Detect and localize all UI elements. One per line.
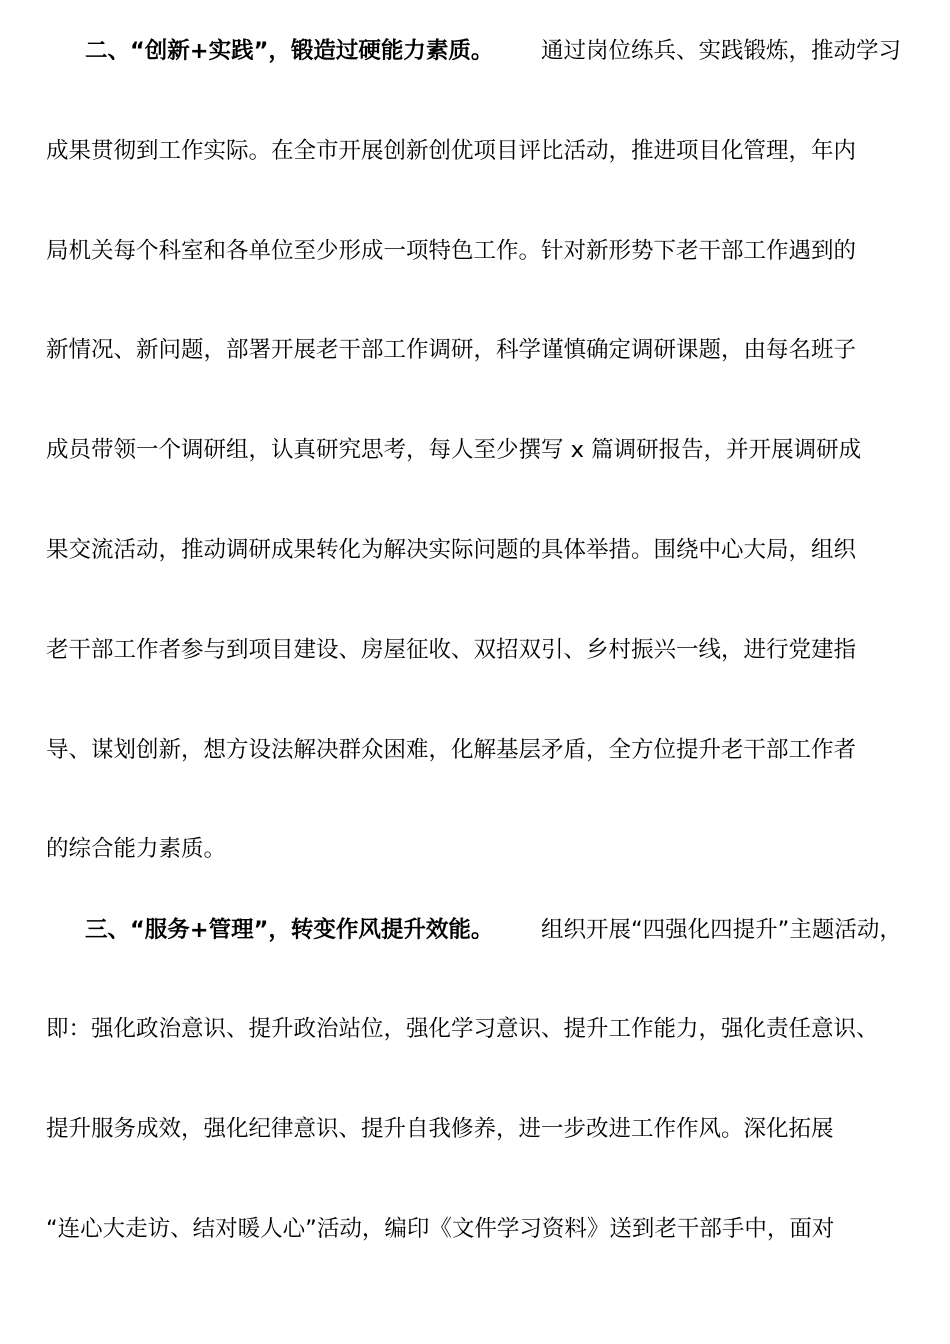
para-3-line-1 xyxy=(0,910,950,950)
para-2-line-5 xyxy=(0,430,950,470)
body-text: 即：强化政治意识、提升政治站位，强化学习意识、提升工作能力，强化责任意识、 xyxy=(46,1016,879,1042)
body-text: “连心大走访、结对暖人心”活动，编印《文件学习资料》送到老干部手中，面对 xyxy=(46,1216,835,1242)
para-2-line-9 xyxy=(0,829,950,869)
section-2-heading: 二、“创新+实践”，锻造过硬能力素质。 xyxy=(85,38,494,64)
para-2-line-6 xyxy=(0,530,950,570)
section-3-heading: 三、“服务+管理”，转变作风提升效能。 xyxy=(85,917,494,943)
body-text: 成员带领一个调研组，认真研究思考，每人至少撰写 x 篇调研报告，并开展调研成 xyxy=(46,437,862,463)
para-3-line-2 xyxy=(0,1009,950,1049)
para-2-line-4 xyxy=(0,330,950,370)
para-2-text: 通过岗位练兵、实践锻炼，推动学习 xyxy=(541,38,902,64)
body-text: 老干部工作者参与到项目建设、房屋征收、双招双引、乡村振兴一线，进行党建指 xyxy=(46,637,857,663)
body-text: 的综合能力素质。 xyxy=(46,836,227,862)
body-text: 成果贯彻到工作实际。在全市开展创新创优项目评比活动，推进项目化管理，年内 xyxy=(46,138,857,164)
body-text: 局机关每个科室和各单位至少形成一项特色工作。针对新形势下老干部工作遇到的 xyxy=(46,238,857,264)
para-2-line-1 xyxy=(0,31,950,71)
body-text: 果交流活动，推动调研成果转化为解决实际问题的具体举措。围绕中心大局，组织 xyxy=(46,537,857,563)
para-3-line-4 xyxy=(0,1209,950,1249)
para-2-line-3 xyxy=(0,231,950,271)
para-2-line-7 xyxy=(0,630,950,670)
para-2-line-8 xyxy=(0,730,950,770)
para-2-line-2 xyxy=(0,131,950,171)
body-text: 导、谋划创新，想方设法解决群众困难，化解基层矛盾，全方位提升老干部工作者 xyxy=(46,737,857,763)
body-text: 提升服务成效，强化纪律意识、提升自我修养，进一步改进工作作风。深化拓展 xyxy=(46,1116,834,1142)
body-text: 新情况、新问题，部署开展老干部工作调研，科学谨慎确定调研课题，由每名班子 xyxy=(46,337,857,363)
para-3-text: 组织开展“四强化四提升”主题活动， xyxy=(541,917,902,943)
para-3-line-3 xyxy=(0,1109,950,1149)
